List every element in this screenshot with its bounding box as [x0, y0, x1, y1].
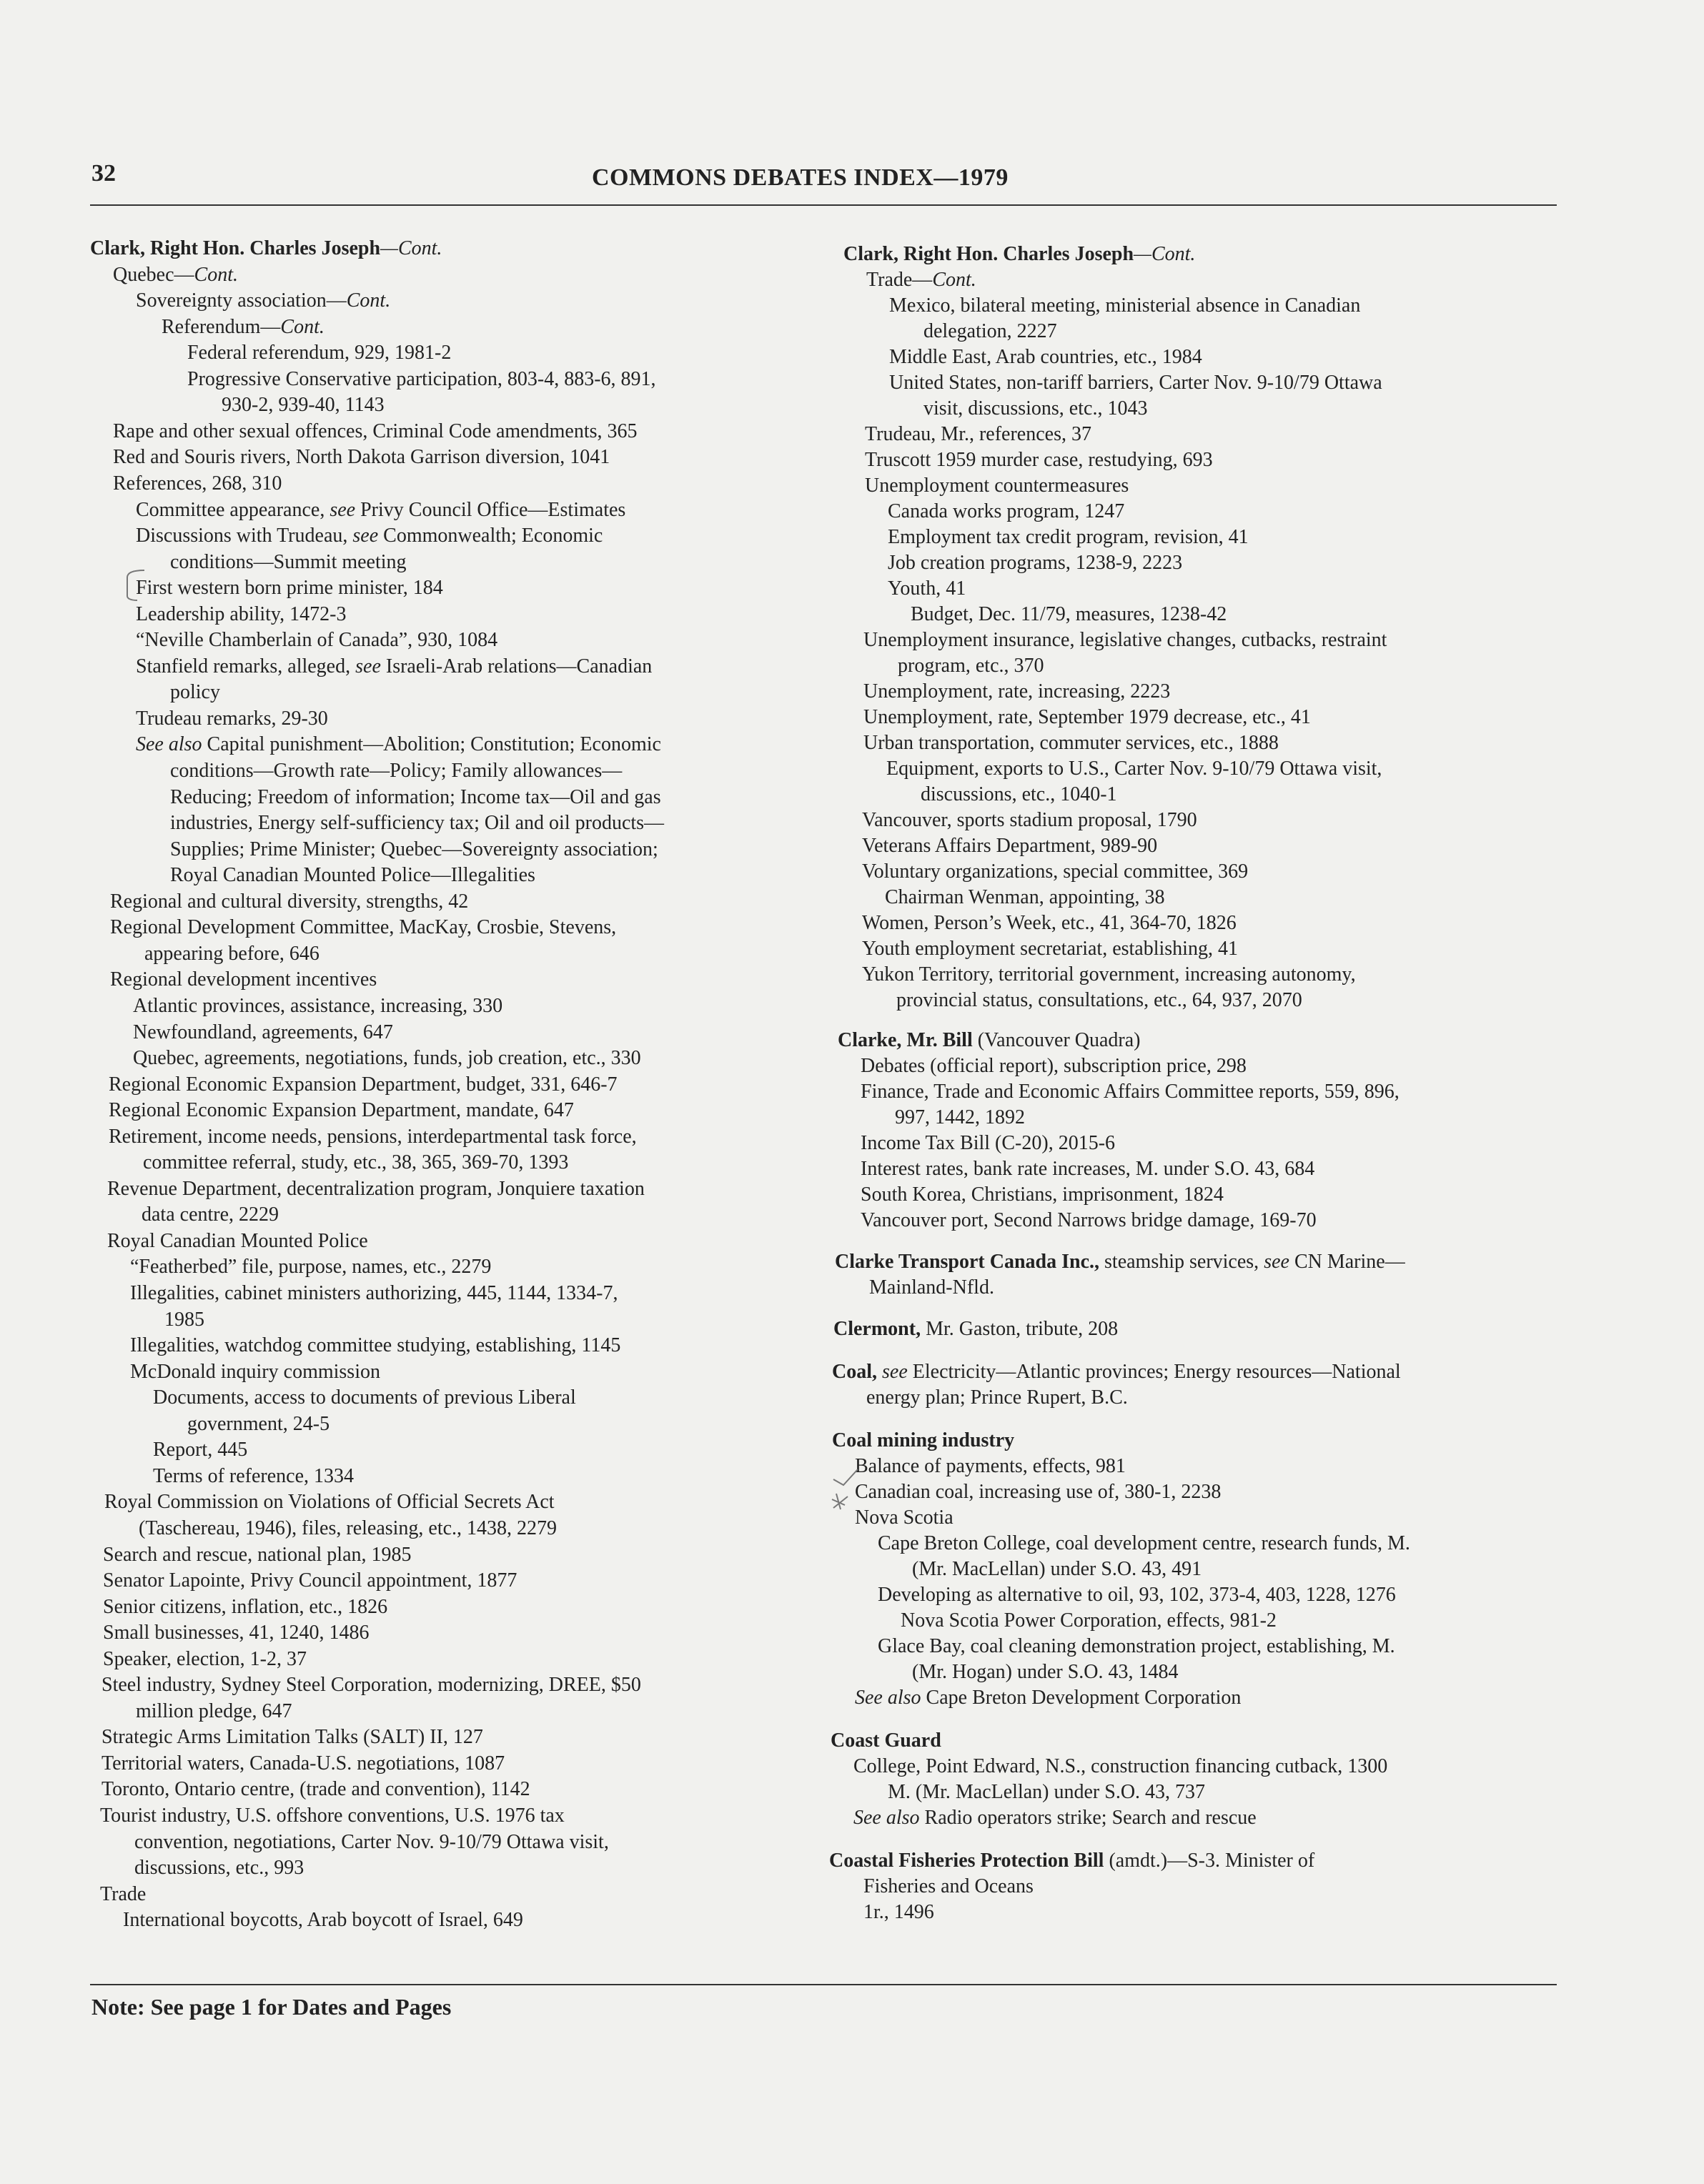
entry-text: Senior citizens, inflation, etc., 1826: [103, 1595, 388, 1618]
entry-text: Royal Canadian Mounted Police—Illegalities: [170, 864, 535, 887]
index-entry: [113, 419, 638, 445]
index-entry: [136, 288, 390, 314]
entry-text: Youth employment secretariat, establishing, 41: [862, 938, 1238, 960]
entry-text: Clark, Right Hon. Charles Joseph: [90, 237, 381, 259]
entry-text: Atlantic provinces, assistance, increasing, 330: [133, 994, 503, 1017]
index-entry: [863, 679, 1170, 705]
index-entry: [136, 497, 625, 523]
entry-text: Unemployment countermeasures: [865, 475, 1129, 497]
index-entry: [110, 915, 616, 940]
entry-text: Truscott 1959 murder case, restudying, 693: [865, 449, 1213, 471]
entry-text: Developing as alternative to oil, 93, 102, 373-4, 403, 1228, 1276: [878, 1584, 1396, 1606]
index-entry: [187, 1411, 330, 1437]
index-entry: [923, 319, 1057, 344]
index-heading: [833, 1316, 1118, 1342]
entry-text: Commonwealth; Economic: [378, 525, 603, 547]
entry-text: policy: [170, 681, 220, 704]
footer-note: Note: See page 1 for Dates and Pages: [91, 1994, 452, 2020]
index-entry: [921, 782, 1117, 808]
entry-text: Progressive Conservative participation, 803-4, 883-6, 891,: [187, 367, 656, 390]
entry-text: 1985: [164, 1308, 204, 1331]
index-entry: [113, 262, 238, 288]
see-reference: see: [352, 525, 379, 547]
index-entry: [113, 445, 610, 470]
index-entry: [861, 1079, 1400, 1105]
index-entry: [130, 1254, 491, 1280]
entry-text: College, Point Edward, N.S., construction financing cutback, 1300: [853, 1755, 1388, 1777]
index-entry: [103, 1568, 517, 1594]
index-entry: [861, 1208, 1317, 1234]
entry-text: Reducing; Freedom of information; Income tax—Oil and gas: [170, 785, 661, 808]
entry-text: M. (Mr. MacLellan) under S.O. 43, 737: [888, 1781, 1206, 1803]
entry-text: Sovereignty association—: [136, 289, 347, 312]
index-entry: [862, 808, 1197, 833]
index-entry: [861, 1131, 1115, 1156]
entry-text: Unemployment insurance, legislative changes, cutbacks, restraint: [863, 629, 1387, 651]
index-entry: [107, 1228, 368, 1254]
entry-text: conditions—Growth rate—Policy; Family allowances—: [170, 760, 623, 782]
entry-text: Trudeau, Mr., references, 37: [865, 423, 1091, 445]
see-reference: see: [330, 498, 356, 521]
entry-text: government, 24-5: [187, 1412, 330, 1435]
index-entry: [134, 1855, 304, 1881]
index-entry: [923, 396, 1147, 422]
entry-text: References, 268, 310: [113, 472, 282, 495]
entry-text: 930-2, 939-40, 1143: [222, 394, 385, 417]
entry-text: Budget, Dec. 11/79, measures, 1238-42: [911, 603, 1227, 625]
entry-text: Clarke, Mr. Bill: [838, 1029, 973, 1051]
index-heading: [90, 236, 442, 262]
index-entry: [170, 785, 661, 810]
index-entry: [855, 1685, 1241, 1711]
index-entry: [130, 1359, 380, 1385]
index-entry: [898, 653, 1044, 679]
continued-marker: —Cont.: [380, 237, 442, 259]
entry-text: Interest rates, bank rate increases, M. under S.O. 43, 684: [861, 1158, 1315, 1180]
continued-marker: Cont.: [280, 315, 325, 338]
entry-text: program, etc., 370: [898, 655, 1044, 677]
entry-text: Small businesses, 41, 1240, 1486: [103, 1622, 370, 1644]
entry-text: Stanfield remarks, alleged,: [136, 655, 356, 677]
index-entry: [153, 1385, 576, 1411]
entry-text: Coast Guard: [831, 1729, 941, 1752]
entry-text: South Korea, Christians, imprisonment, 1824: [861, 1183, 1224, 1206]
entry-text: First western born prime minister, 184: [136, 577, 443, 600]
entry-text: Veterans Affairs Department, 989-90: [862, 835, 1158, 857]
entry-text: Search and rescue, national plan, 1985: [103, 1543, 412, 1566]
entry-text: Royal Commission on Violations of Official Secrets Act: [104, 1491, 555, 1514]
index-entry: [133, 1046, 641, 1071]
entry-text: Israeli-Arab relations—Canadian: [380, 655, 653, 677]
index-entry: [136, 654, 652, 680]
index-entry: [136, 523, 603, 549]
page-title: COMMONS DEBATES INDEX—1979: [592, 164, 1009, 191]
index-entry: [862, 936, 1238, 962]
entry-text: Regional Development Committee, MacKay, Crosbie, Stevens,: [110, 916, 617, 939]
pencil-check-mark: [829, 1466, 862, 1517]
entry-text: Mexico, bilateral meeting, ministerial absence in Canadian: [889, 294, 1361, 317]
index-entry: [888, 1780, 1205, 1805]
index-entry: [862, 859, 1248, 885]
index-entry: [104, 1489, 555, 1515]
entry-text: “Neville Chamberlain of Canada”, 930, 1084: [136, 629, 498, 652]
entry-text: data centre, 2229: [142, 1203, 279, 1226]
index-entry: [130, 1281, 618, 1306]
entry-text: Illegalities, cabinet ministers authorizing, 445, 1144, 1334-7,: [130, 1282, 618, 1304]
entry-text: Mr. Gaston, tribute, 208: [921, 1318, 1119, 1340]
entry-text: (Vancouver Quadra): [972, 1029, 1141, 1051]
index-entry: [865, 447, 1213, 473]
index-entry: [170, 758, 622, 784]
index-entry: [912, 1557, 1202, 1582]
entry-text: McDonald inquiry commission: [130, 1360, 380, 1383]
entry-text: Coal mining industry: [832, 1429, 1015, 1451]
index-entry: [855, 1479, 1221, 1505]
entry-text: International boycotts, Arab boycott of Israel, 649: [123, 1909, 523, 1932]
index-heading: [832, 1359, 1401, 1385]
continued-marker: Cont.: [194, 263, 238, 286]
entry-text: United States, non-tariff barriers, Carter Nov. 9-10/79 Ottawa: [889, 372, 1382, 394]
entry-text: Privy Council Office—Estimates: [355, 498, 626, 521]
entry-text: Cape Breton Development Corporation: [921, 1687, 1242, 1709]
index-entry: [878, 1582, 1396, 1608]
index-entry: [136, 627, 497, 653]
page-number: 32: [91, 160, 116, 187]
entry-text: steamship services,: [1099, 1251, 1264, 1273]
index-entry: [144, 941, 320, 967]
index-entry: [164, 1307, 204, 1333]
entry-text: Referendum—: [162, 315, 281, 338]
entry-text: Regional Economic Expansion Department, mandate, 647: [109, 1099, 574, 1122]
index-entry: [107, 1176, 645, 1202]
index-entry: [863, 705, 1311, 730]
see-reference: See also: [855, 1687, 921, 1709]
index-entry: [170, 863, 535, 888]
entry-text: (Mr. Hogan) under S.O. 43, 1484: [912, 1661, 1179, 1683]
index-entry: [861, 1053, 1247, 1079]
entry-text: Regional development incentives: [110, 968, 377, 991]
index-entry: [889, 344, 1202, 370]
entry-text: Middle East, Arab countries, etc., 1984: [889, 346, 1202, 368]
index-entry: [153, 1437, 247, 1463]
index-entry: [865, 473, 1129, 499]
entry-text: 997, 1442, 1892: [895, 1106, 1025, 1128]
entry-text: Glace Bay, coal cleaning demonstration project, establishing, M.: [878, 1635, 1395, 1657]
index-entry: [136, 1699, 292, 1724]
index-entry: [109, 1124, 637, 1150]
entry-text: Vancouver port, Second Narrows bridge damage, 169-70: [861, 1209, 1317, 1231]
footer-rule: [90, 1984, 1557, 1985]
see-reference: see: [882, 1361, 908, 1383]
index-entry: [911, 602, 1227, 627]
index-entry: [187, 367, 656, 392]
entry-text: Nova Scotia: [855, 1507, 953, 1529]
entry-text: Tourist industry, U.S. offshore conventions, U.S. 1976 tax: [100, 1805, 565, 1827]
index-entry: [901, 1608, 1277, 1634]
entry-text: 1r., 1496: [863, 1901, 934, 1923]
index-entry: [143, 1150, 568, 1176]
index-entry: [896, 988, 1302, 1013]
index-entry: [170, 810, 664, 836]
entry-text: Capital punishment—Abolition; Constitution; Economic: [202, 733, 661, 756]
index-entry: [855, 1454, 1126, 1479]
index-entry: [865, 422, 1091, 447]
entry-text: Unemployment, rate, September 1979 decrease, etc., 41: [863, 706, 1311, 728]
entry-text: Income Tax Bill (C-20), 2015-6: [861, 1132, 1116, 1154]
index-entry: [863, 1874, 1034, 1900]
entry-text: Red and Souris rivers, North Dakota Garrison diversion, 1041: [113, 446, 610, 469]
entry-text: Committee appearance,: [136, 498, 330, 521]
entry-text: industries, Energy self-sufficiency tax; Oil and oil products—: [170, 812, 665, 835]
entry-text: Clermont,: [833, 1318, 921, 1340]
entry-text: Strategic Arms Limitation Talks (SALT) II, 127: [101, 1726, 483, 1749]
index-entry: [895, 1105, 1025, 1131]
entry-text: Vancouver, sports stadium proposal, 1790: [862, 809, 1197, 831]
index-entry: [134, 1830, 609, 1855]
entry-text: Senator Lapointe, Privy Council appointment, 1877: [103, 1569, 517, 1592]
continued-marker: Cont.: [346, 289, 391, 312]
index-entry: [187, 340, 451, 366]
index-entry: [130, 1333, 620, 1359]
index-entry: [863, 1900, 934, 1925]
entry-text: Canadian coal, increasing use of, 380-1, 2238: [855, 1481, 1222, 1503]
index-entry: [888, 525, 1249, 550]
entry-text: Urban transportation, commuter services, etc., 1888: [863, 732, 1279, 754]
index-heading: [843, 242, 1195, 267]
index-entry: [222, 392, 385, 418]
entry-text: Illegalities, watchdog committee studying, establishing, 1145: [130, 1334, 621, 1357]
index-entry: [863, 730, 1279, 756]
entry-text: Rape and other sexual offences, Criminal Code amendments, 365: [113, 420, 638, 442]
index-entry: [103, 1620, 370, 1646]
index-entry: [162, 314, 325, 340]
entry-text: (Taschereau, 1946), files, releasing, etc., 1438, 2279: [139, 1517, 558, 1539]
entry-text: Finance, Trade and Economic Affairs Committee reports, 559, 896,: [861, 1081, 1400, 1103]
entry-text: discussions, etc., 993: [134, 1857, 304, 1880]
entry-text: Federal referendum, 929, 1981-2: [187, 342, 452, 364]
entry-text: Unemployment, rate, increasing, 2223: [863, 680, 1171, 703]
index-heading: [838, 1028, 1141, 1053]
index-entry: [869, 1275, 994, 1301]
entry-text: Royal Canadian Mounted Police: [107, 1229, 368, 1252]
index-entry: [139, 1516, 557, 1542]
entry-text: Trudeau remarks, 29-30: [136, 707, 328, 730]
index-entry: [862, 833, 1157, 859]
index-entry: [101, 1672, 641, 1698]
entry-text: Job creation programs, 1238-9, 2223: [888, 552, 1183, 574]
entry-text: committee referral, study, etc., 38, 365, 369-70, 1393: [143, 1151, 569, 1174]
entry-text: convention, negotiations, Carter Nov. 9-10/79 Ottawa visit,: [134, 1830, 609, 1853]
index-entry: [136, 706, 328, 732]
index-entry: [862, 910, 1237, 936]
see-reference: See also: [853, 1807, 920, 1829]
entry-text: million pledge, 647: [136, 1699, 292, 1722]
entry-text: Debates (official report), subscription price, 298: [861, 1055, 1247, 1077]
index-entry: [862, 962, 1356, 988]
entry-text: Chairman Wenman, appointing, 38: [885, 886, 1165, 908]
index-entry: [136, 602, 346, 627]
entry-text: Clark, Right Hon. Charles Joseph: [843, 243, 1134, 265]
entry-text: Speaker, election, 1-2, 37: [103, 1647, 307, 1670]
index-entry: [861, 1182, 1224, 1208]
index-entry: [878, 1634, 1395, 1659]
index-entry: [103, 1542, 412, 1568]
index-entry: [912, 1659, 1179, 1685]
entry-text: Discussions with Trudeau,: [136, 525, 353, 547]
entry-text: Terms of reference, 1334: [153, 1464, 355, 1487]
entry-text: Steel industry, Sydney Steel Corporation, modernizing, DREE, $50: [101, 1674, 641, 1697]
entry-text: Quebec, agreements, negotiations, funds, job creation, etc., 330: [133, 1047, 641, 1070]
entry-text: Nova Scotia Power Corporation, effects, 981-2: [901, 1609, 1277, 1632]
index-entry: [885, 885, 1165, 910]
index-entry: [888, 576, 966, 602]
entry-text: Toronto, Ontario centre, (trade and convention), 1142: [101, 1778, 530, 1801]
index-entry: [861, 1156, 1314, 1182]
index-entry: [109, 1072, 618, 1098]
pencil-bracket-mark: [122, 567, 150, 603]
index-entry: [109, 1098, 574, 1123]
index-entry: [886, 756, 1382, 782]
index-entry: [888, 499, 1124, 525]
entry-text: Territorial waters, Canada-U.S. negotiations, 1087: [101, 1752, 505, 1774]
index-entry: [110, 889, 468, 915]
index-entry: [878, 1531, 1410, 1557]
entry-text: delegation, 2227: [923, 320, 1057, 342]
index-entry: [101, 1724, 483, 1750]
entry-text: Electricity—Atlantic provinces; Energy resources—National: [907, 1361, 1401, 1383]
see-reference: see: [1264, 1251, 1289, 1273]
entry-text: Coastal Fisheries Protection Bill: [829, 1850, 1104, 1872]
index-entry: [100, 1803, 565, 1829]
index-entry: [863, 627, 1387, 653]
index-entry: [123, 1907, 523, 1933]
entry-text: Revenue Department, decentralization program, Jonquiere taxation: [107, 1177, 645, 1200]
entry-text: (amdt.)—S-3. Minister of: [1104, 1850, 1315, 1872]
index-entry: [170, 837, 658, 863]
index-entry: [136, 732, 661, 758]
index-entry: [855, 1505, 953, 1531]
index-entry: [101, 1777, 530, 1802]
entry-text: Women, Person’s Week, etc., 41, 364-70, 1826: [862, 912, 1237, 934]
entry-text: Quebec—: [113, 263, 194, 286]
index-heading: [831, 1728, 941, 1754]
index-entry: [133, 1020, 393, 1046]
entry-text: Retirement, income needs, pensions, interdepartmental task force,: [109, 1125, 637, 1148]
header-rule: [90, 204, 1557, 206]
entry-text: Trade: [100, 1882, 147, 1905]
entry-text: visit, discussions, etc., 1043: [923, 397, 1148, 420]
entry-text: provincial status, consultations, etc., 64, 937, 2070: [896, 989, 1302, 1011]
entry-text: [877, 1361, 882, 1383]
entry-text: conditions—Summit meeting: [170, 550, 407, 573]
index-entry: [170, 680, 220, 705]
entry-text: Supplies; Prime Minister; Quebec—Sovereignty association;: [170, 838, 658, 860]
entry-text: Report, 445: [153, 1439, 248, 1461]
entry-text: Newfoundland, agreements, 647: [133, 1021, 393, 1043]
index-entry: [136, 575, 443, 601]
index-entry: [110, 967, 377, 993]
entry-text: Voluntary organizations, special committee, 369: [862, 860, 1249, 883]
index-entry: [889, 370, 1382, 396]
index-heading: [835, 1249, 1405, 1275]
entry-text: CN Marine—: [1289, 1251, 1405, 1273]
index-entry: [853, 1754, 1387, 1780]
entry-text: Canada works program, 1247: [888, 500, 1125, 522]
entry-text: “Featherbed” file, purpose, names, etc., 2279: [130, 1256, 492, 1279]
entry-text: (Mr. MacLellan) under S.O. 43, 491: [912, 1558, 1202, 1580]
index-heading: [832, 1428, 1014, 1454]
entry-text: Regional and cultural diversity, strengths, 42: [110, 890, 469, 913]
entry-text: energy plan; Prince Rupert, B.C.: [866, 1386, 1128, 1409]
entry-text: Balance of payments, effects, 981: [855, 1455, 1126, 1477]
entry-text: Coal,: [832, 1361, 877, 1383]
index-entry: [101, 1751, 505, 1777]
entry-text: Leadership ability, 1472-3: [136, 602, 347, 625]
entry-text: Equipment, exports to U.S., Carter Nov. 9-10/79 Ottawa visit,: [886, 758, 1382, 780]
index-entry: [100, 1882, 146, 1907]
entry-text: Mainland-Nfld.: [869, 1276, 994, 1299]
entry-text: Trade—: [866, 269, 933, 291]
see-reference: see: [355, 655, 381, 677]
index-entry: [888, 550, 1182, 576]
entry-text: appearing before, 646: [144, 942, 320, 965]
index-entry: [103, 1647, 307, 1672]
entry-text: Youth, 41: [888, 577, 966, 600]
index-entry: [170, 550, 407, 575]
index-entry: [866, 1385, 1128, 1411]
see-reference: See also: [136, 733, 202, 756]
index-entry: [103, 1594, 387, 1620]
index-entry: [853, 1805, 1257, 1831]
entry-text: Yukon Territory, territorial government, increasing autonomy,: [862, 963, 1356, 986]
entry-text: Cape Breton College, coal development centre, research funds, M.: [878, 1532, 1410, 1554]
entry-text: Regional Economic Expansion Department, budget, 331, 646-7: [109, 1073, 618, 1096]
index-entry: [866, 267, 976, 293]
index-entry: [142, 1202, 279, 1228]
index-entry: [113, 471, 282, 497]
continued-marker: Cont.: [932, 269, 976, 291]
entry-text: Fisheries and Oceans: [863, 1875, 1034, 1897]
continued-marker: —Cont.: [1134, 243, 1196, 265]
entry-text: Employment tax credit program, revision, 41: [888, 526, 1249, 548]
index-entry: [153, 1464, 354, 1489]
entry-text: Radio operators strike; Search and rescue: [919, 1807, 1257, 1829]
entry-text: Documents, access to documents of previous Liberal: [153, 1386, 576, 1409]
index-heading: [829, 1848, 1314, 1874]
index-entry: [889, 293, 1360, 319]
entry-text: discussions, etc., 1040-1: [921, 783, 1117, 805]
entry-text: Clarke Transport Canada Inc.,: [835, 1251, 1100, 1273]
index-entry: [133, 993, 502, 1019]
